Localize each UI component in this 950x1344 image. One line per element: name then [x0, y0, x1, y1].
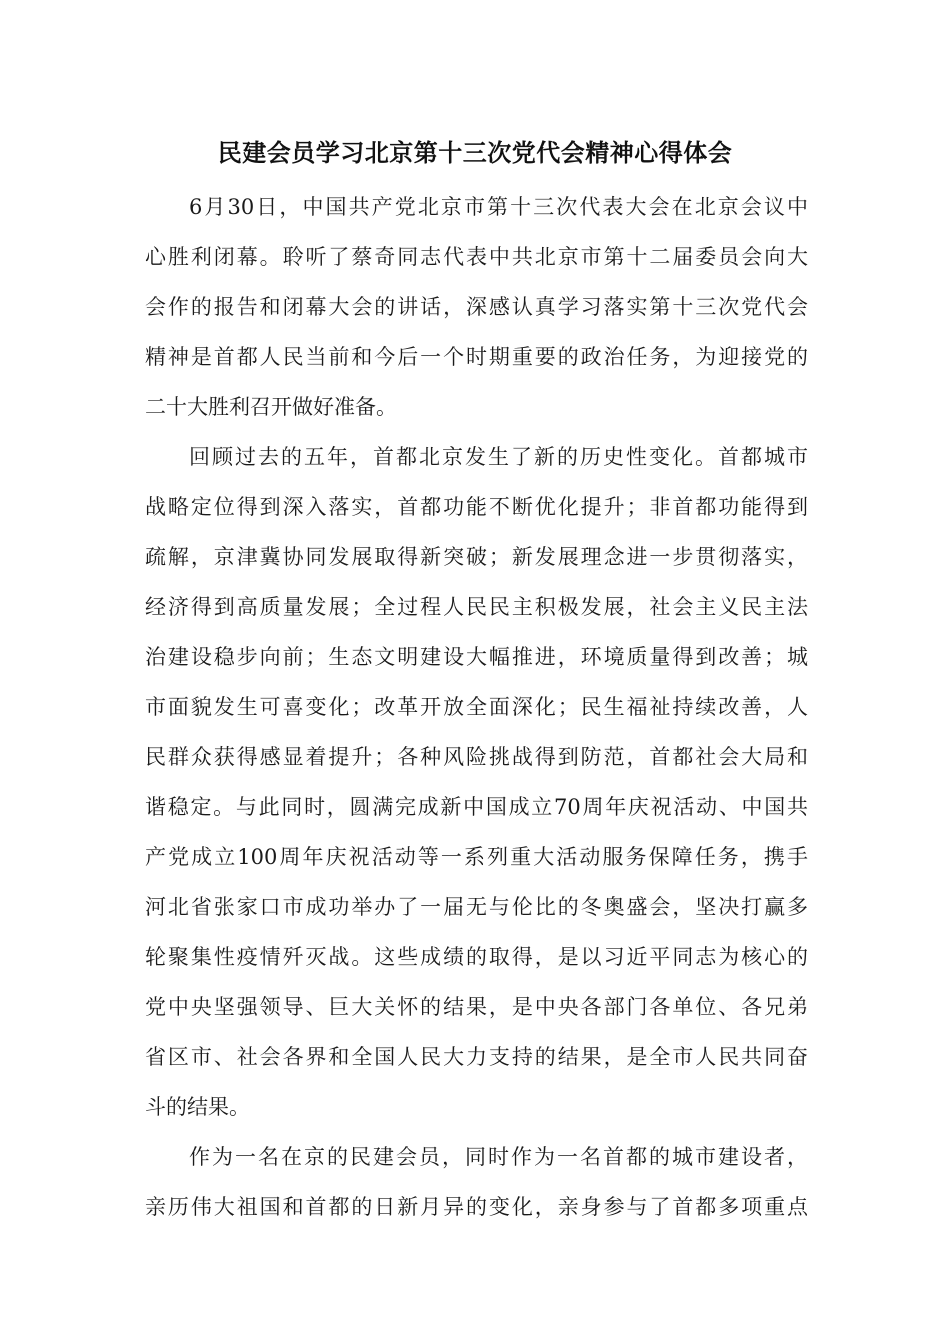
paragraph-line: 轮聚集性疫情歼灭战。这些成绩的取得，是以习近平同志为核心的 [145, 945, 808, 969]
paragraph-line: 作为一名在京的民建会员，同时作为一名首都的城市建设者， [189, 1145, 808, 1169]
paragraph-line: 市面貌发生可喜变化；改革开放全面深化；民生福祉持续改善，人 [145, 695, 808, 719]
paragraph-line: 民群众获得感显着提升；各种风险挑战得到防范，首都社会大局和 [145, 745, 808, 769]
paragraph-line: 经济得到高质量发展；全过程人民民主积极发展，社会主义民主法 [145, 595, 808, 619]
paragraph-line: 战略定位得到深入落实，首都功能不断优化提升；非首都功能得到 [145, 495, 808, 519]
paragraph-line: 6月30日，中国共产党北京市第十三次代表大会在北京会议中 [189, 195, 808, 219]
paragraph-1 [145, 182, 808, 432]
paragraph-line: 疏解，京津冀协同发展取得新突破；新发展理念进一步贯彻落实， [145, 545, 808, 569]
document-body [145, 182, 808, 1232]
paragraph-line: 产党成立100周年庆祝活动等一系列重大活动服务保障任务，携手 [145, 845, 808, 869]
document-title: 民建会员学习北京第十三次党代会精神心得体会 [217, 138, 733, 167]
paragraph-line: 心胜利闭幕。聆听了蔡奇同志代表中共北京市第十二届委员会向大 [145, 245, 808, 269]
paragraph-line: 河北省张家口市成功举办了一届无与伦比的冬奥盛会，坚决打赢多 [145, 895, 808, 919]
paragraph-line: 回顾过去的五年，首都北京发生了新的历史性变化。首都城市 [189, 445, 808, 469]
paragraph-line: 谐稳定。与此同时，圆满完成新中国成立70周年庆祝活动、中国共 [145, 795, 808, 819]
paragraph-line: 斗的结果。 [145, 1095, 250, 1119]
paragraph-line: 治建设稳步向前；生态文明建设大幅推进，环境质量得到改善；城 [145, 645, 808, 669]
paragraph-2 [145, 432, 808, 1132]
paragraph-line: 会作的报告和闭幕大会的讲话，深感认真学习落实第十三次党代会 [145, 295, 808, 319]
paragraph-line: 省区市、社会各界和全国人民大力支持的结果，是全市人民共同奋 [145, 1045, 808, 1069]
paragraph-line: 精神是首都人民当前和今后一个时期重要的政治任务，为迎接党的 [145, 345, 808, 369]
paragraph-3 [145, 1132, 808, 1232]
paragraph-line: 亲历伟大祖国和首都的日新月异的变化，亲身参与了首都多项重点 [145, 1195, 808, 1219]
paragraph-line: 二十大胜利召开做好准备。 [145, 395, 397, 419]
paragraph-line: 党中央坚强领导、巨大关怀的结果，是中央各部门各单位、各兄弟 [145, 995, 808, 1019]
